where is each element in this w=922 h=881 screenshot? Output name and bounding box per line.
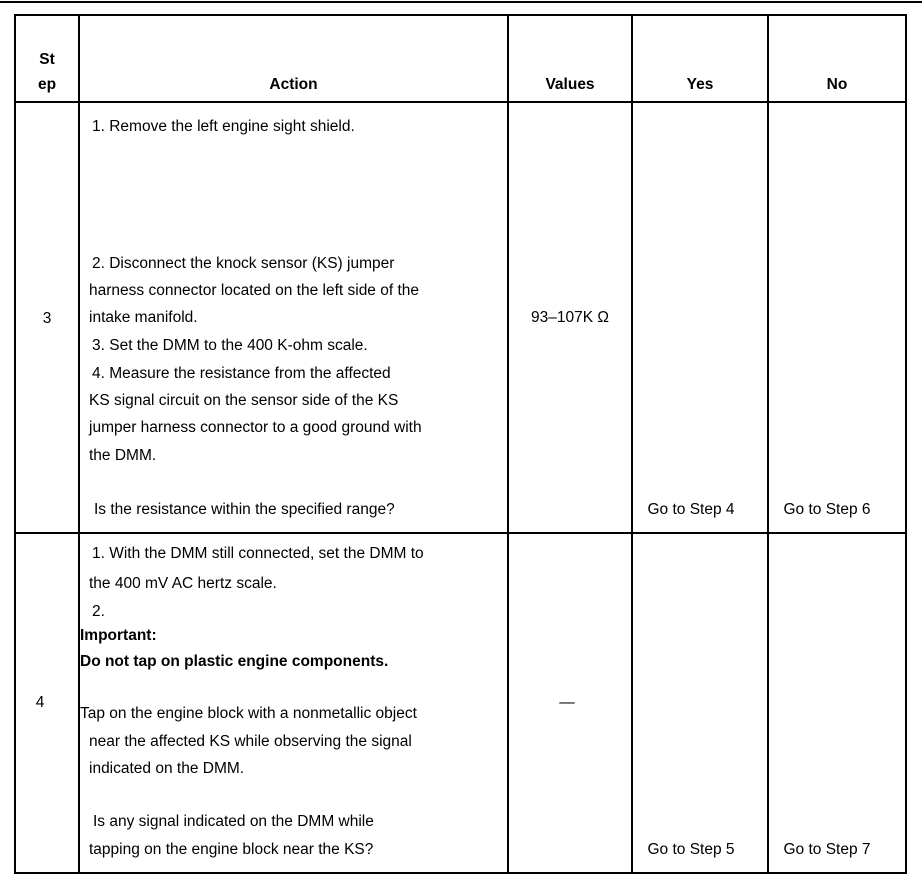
action-question: Is any signal indicated on the DMM while <box>93 813 374 830</box>
header-action: Action <box>269 76 318 93</box>
action-line: jumper harness connector to a good ground with <box>89 419 422 436</box>
step-number: 4 <box>35 694 45 711</box>
header-values: Values <box>545 76 595 93</box>
header-no: No <box>826 76 848 93</box>
table-border <box>14 101 907 103</box>
table-border <box>905 14 907 874</box>
table-border <box>14 14 16 874</box>
table-border <box>14 872 907 874</box>
table-border <box>507 14 509 874</box>
table-border <box>14 532 907 534</box>
action-line: harness connector located on the left side of the <box>89 282 420 299</box>
step-number: 3 <box>42 310 52 327</box>
important-label: Important: <box>80 627 157 644</box>
action-line: 3. Set the DMM to the 400 K-ohm scale. <box>92 337 368 354</box>
action-line: Tap on the engine block with a nonmetallic object <box>80 705 417 722</box>
top-rule <box>0 1 922 3</box>
no-go-to-step-7[interactable]: Go to Step 7 <box>783 841 871 858</box>
action-line: intake manifold. <box>89 309 198 326</box>
action-line: near the affected KS while observing the signal <box>89 733 412 750</box>
important-note: Do not tap on plastic engine components. <box>80 653 389 670</box>
action-line: 1. Remove the left engine sight shield. <box>92 118 355 135</box>
action-question: tapping on the engine block near the KS? <box>89 841 374 858</box>
table-border <box>78 14 80 874</box>
action-question: Is the resistance within the specified range? <box>94 501 395 518</box>
value-cell: — <box>559 694 575 711</box>
action-line: 4. Measure the resistance from the affected <box>92 365 391 382</box>
action-line: the DMM. <box>89 447 157 464</box>
action-line: KS signal circuit on the sensor side of the KS <box>89 392 399 409</box>
no-go-to-step-6[interactable]: Go to Step 6 <box>783 501 871 518</box>
value-cell: 93–107K Ω <box>531 309 609 326</box>
action-line: 2. Disconnect the knock sensor (KS) jumper <box>92 255 395 272</box>
header-step: ep <box>37 76 57 93</box>
yes-go-to-step-5[interactable]: Go to Step 5 <box>647 841 735 858</box>
action-line: 2. <box>92 603 105 620</box>
action-line: the 400 mV AC hertz scale. <box>89 575 277 592</box>
header-yes: Yes <box>686 76 714 93</box>
action-line: 1. With the DMM still connected, set the DMM to <box>92 545 424 562</box>
table-border <box>767 14 769 874</box>
header-step: St <box>39 51 55 68</box>
yes-go-to-step-4[interactable]: Go to Step 4 <box>647 501 735 518</box>
table-border <box>14 14 907 16</box>
action-line: indicated on the DMM. <box>89 760 245 777</box>
table-border <box>631 14 633 874</box>
